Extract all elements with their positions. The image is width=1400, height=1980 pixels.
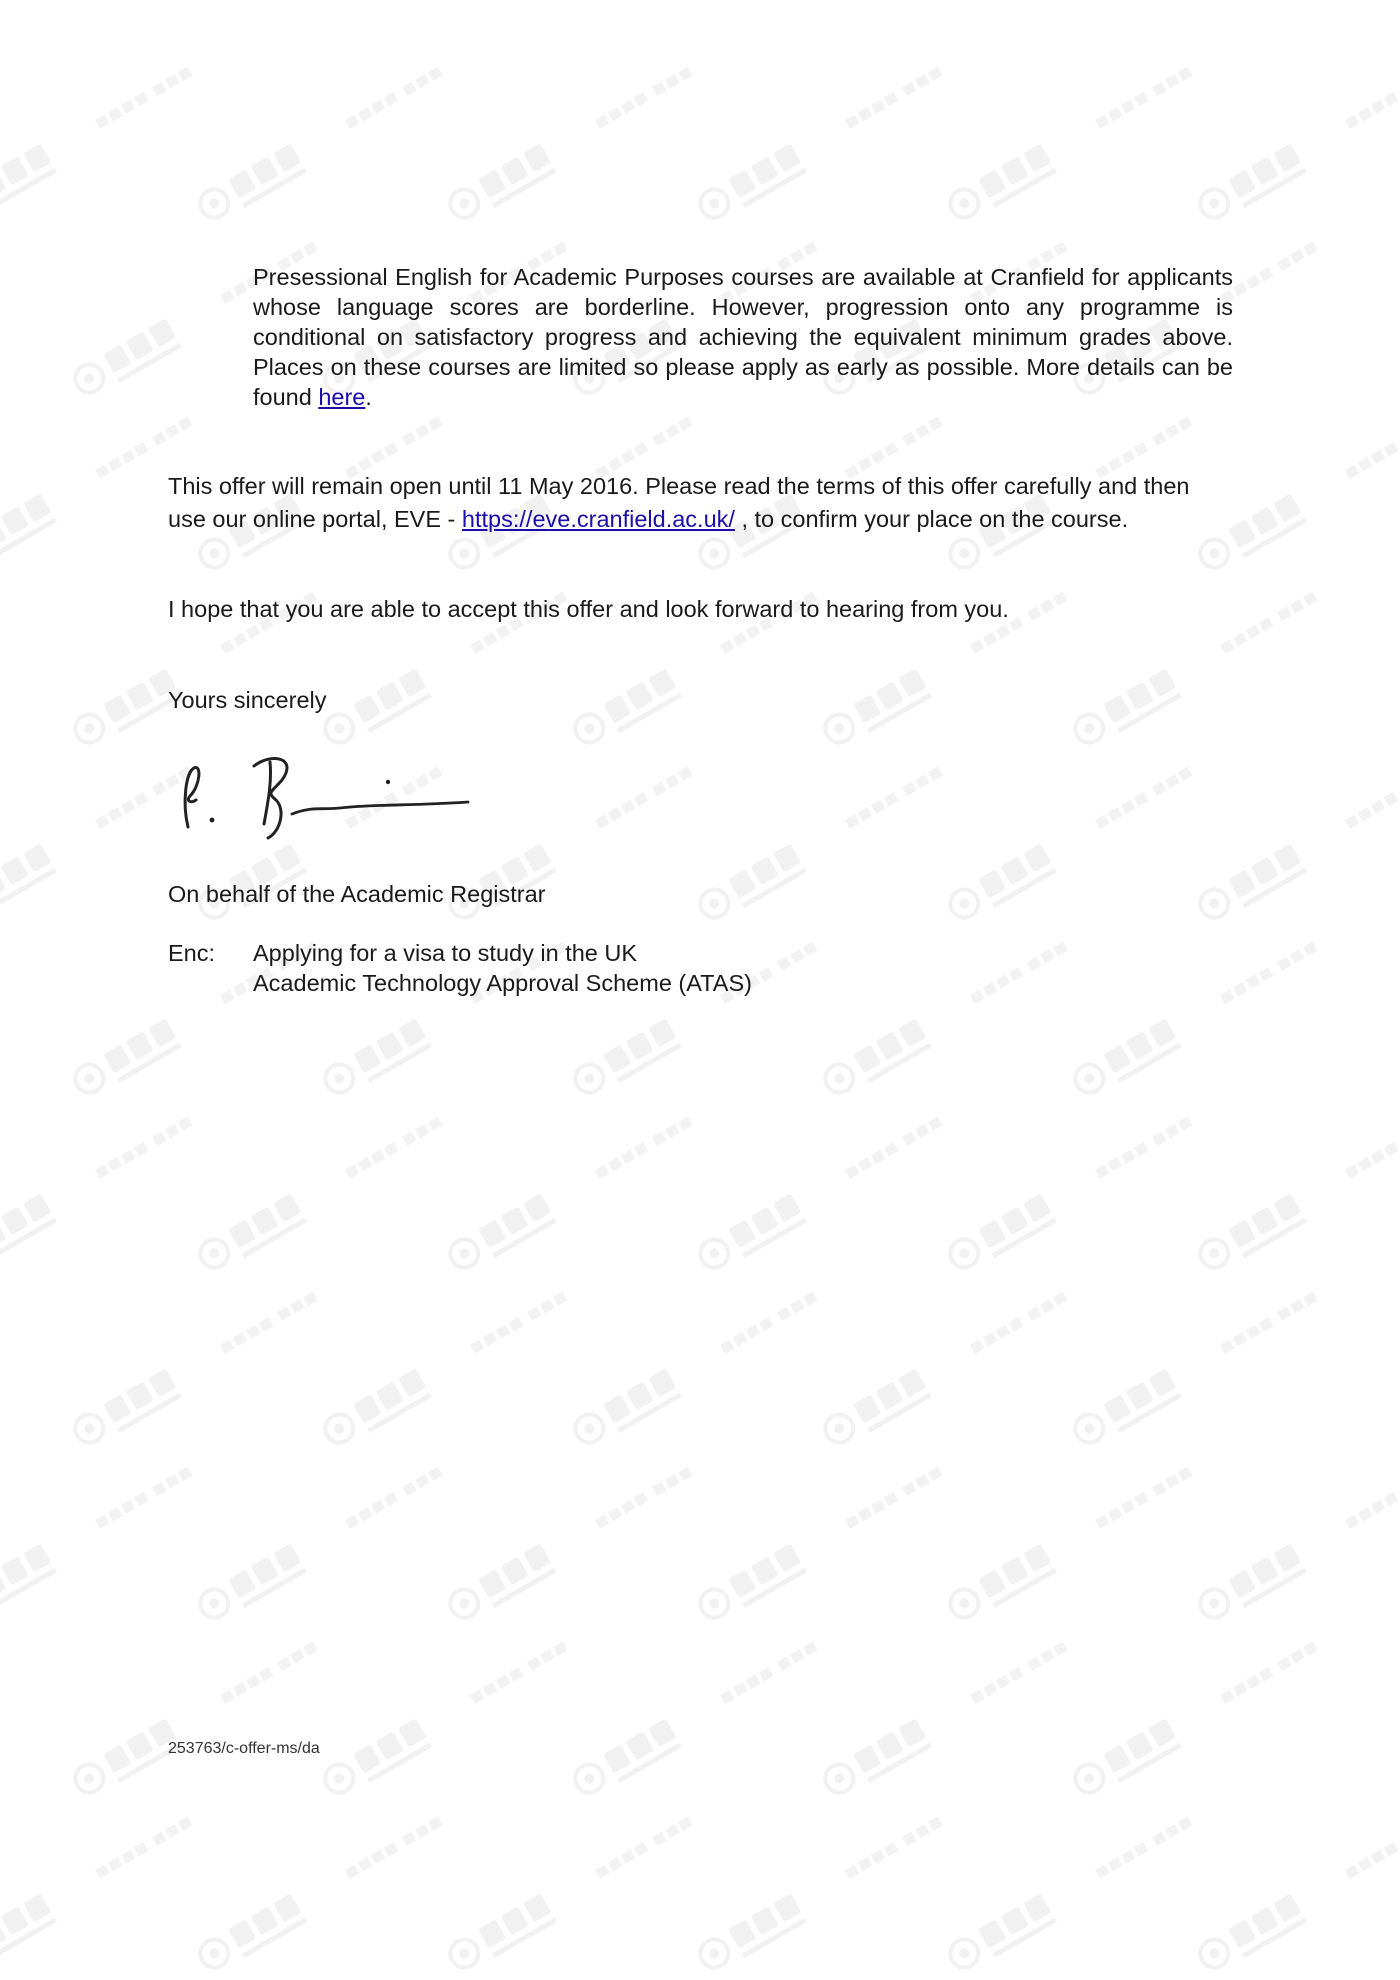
eve-portal-link[interactable]: https://eve.cranfield.ac.uk/ (461, 506, 735, 532)
enclosure-item: Academic Technology Approval Scheme (ATAS) (253, 970, 752, 996)
english-courses-end: . (365, 384, 372, 410)
enclosures-label: Enc: (168, 940, 216, 966)
english-courses-paragraph (253, 262, 1233, 412)
enclosures-list (253, 938, 953, 998)
signatory-line: On behalf of the Academic Registrar (168, 881, 546, 907)
closing-salutation: Yours sincerely (168, 687, 327, 713)
document-reference: 253763/c-offer-ms/da (168, 1740, 320, 1757)
hope-paragraph: I hope that you are able to accept this offer and look forward to hearing from you. (168, 596, 1009, 622)
enclosure-item: Applying for a visa to study in the UK (253, 940, 638, 966)
offer-text-before: This offer will remain open until 11 May 2016. Please read the terms of this offer carefully and then use our online portal, EVE - (168, 473, 1190, 532)
here-link[interactable]: here (318, 384, 366, 410)
english-courses-text: Presessional English for Academic Purposes courses are available at Cranfield for applicants whose language scores are borderline. However, progression onto any programme is conditional on satisfactory progress and achieving the equivalent minimum grades above. Places on these courses are limited so please apply as early as possible. More details can be found (253, 264, 1233, 410)
offer-text-after: , to confirm your place on the course. (734, 506, 1129, 532)
offer-deadline-paragraph (168, 470, 1218, 536)
handwritten-signature (172, 752, 492, 842)
